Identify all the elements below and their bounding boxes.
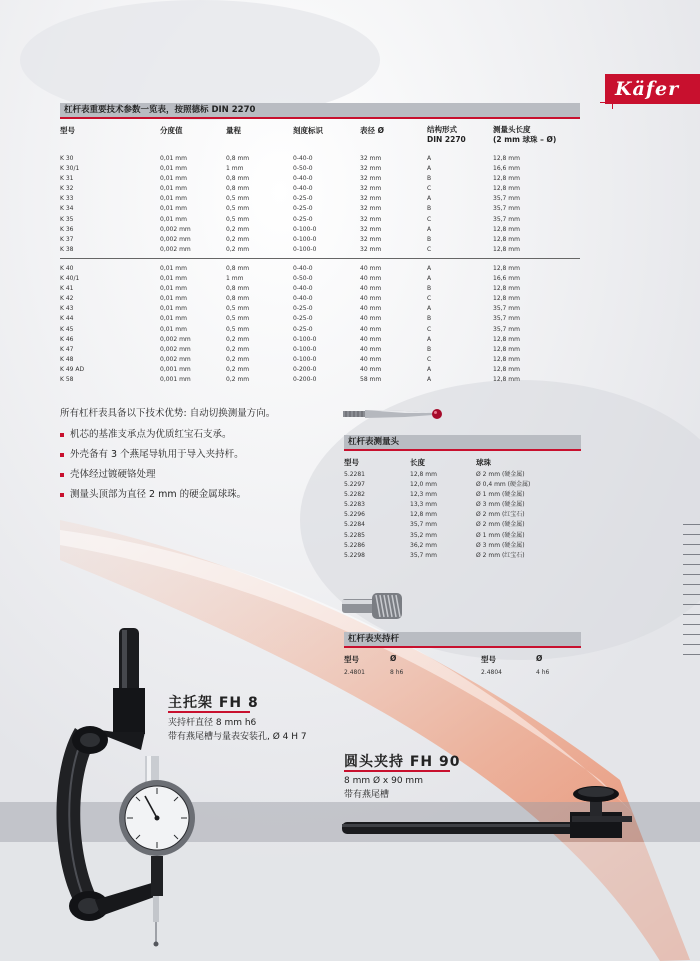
holder-table-title: 杠杆表夹持杆 (344, 632, 581, 648)
table-cell: 5.2285 (344, 531, 365, 539)
table-cell: B (427, 315, 432, 323)
table-cell: 0,002 mm (160, 235, 191, 243)
table-cell: 0,01 mm (160, 295, 187, 303)
table-row (60, 325, 553, 335)
side-mark (683, 624, 700, 625)
table-cell: 0,002 mm (160, 355, 191, 363)
holder-col-header-dia-2: Ø (536, 654, 543, 663)
side-mark (683, 644, 700, 645)
table-cell: 35,7 mm (493, 195, 520, 203)
holder-cell: 4 h6 (536, 669, 550, 676)
table-cell: 0-100-0 (293, 225, 317, 233)
lever-table-group-1 (60, 154, 553, 255)
table-cell: 12,8 mm (493, 175, 520, 183)
table-cell: 35,7 mm (493, 305, 520, 313)
table-cell: 12,8 mm (493, 285, 520, 293)
side-mark (683, 564, 700, 565)
table-row (60, 314, 553, 324)
table-cell: 35,7 mm (493, 215, 520, 223)
table-cell: 32 mm (360, 175, 382, 183)
table-cell: 0,2 mm (226, 245, 250, 253)
table-row (344, 541, 576, 551)
table-cell: 35,2 mm (410, 531, 437, 539)
side-mark (683, 574, 700, 575)
fh90-line-1: 8 mm Ø x 90 mm (344, 776, 423, 786)
table-row (60, 215, 553, 225)
table-cell: 32 mm (360, 195, 382, 203)
side-mark (683, 554, 700, 555)
table-cell: B (427, 235, 432, 243)
table-cell: 16,6 mm (493, 165, 520, 173)
table-cell: 0,01 mm (160, 205, 187, 213)
table-cell: Ø 3 mm (硬金属) (476, 541, 525, 549)
table-cell: K 36 (60, 225, 74, 233)
bullet-icon (60, 473, 64, 477)
table-cell: A (427, 195, 432, 203)
table-cell: 0,2 mm (226, 355, 250, 363)
table-cell: 12,8 mm (410, 511, 437, 519)
side-mark (683, 544, 700, 545)
table-cell: 0,001 mm (160, 365, 191, 373)
table-cell: 0,01 mm (160, 185, 187, 193)
table-cell: 0-40-0 (293, 295, 313, 303)
table-cell: 1 mm (226, 165, 244, 173)
table-cell: Ø 1 mm (硬金属) (476, 491, 525, 499)
table-cell: 0,01 mm (160, 285, 187, 293)
table-cell: K 41 (60, 285, 74, 293)
table-cell: 32 mm (360, 165, 382, 173)
table-cell: 0,01 mm (160, 305, 187, 313)
table-cell: 0,8 mm (226, 295, 250, 303)
table-row (60, 204, 553, 214)
table-cell: Ø 2 mm (硬金属) (476, 521, 525, 529)
table-cell: K 37 (60, 235, 74, 243)
table-cell: B (427, 175, 432, 183)
table-cell: 0-50-0 (293, 275, 313, 283)
table-cell: 12,8 mm (493, 376, 520, 384)
probe-col-header-ball: 球珠 (476, 458, 491, 467)
table-cell: C (427, 245, 432, 253)
table-cell: 0-40-0 (293, 185, 313, 193)
table-cell: C (427, 185, 432, 193)
table-cell: 35,7 mm (410, 551, 437, 559)
table-cell: 12,3 mm (410, 491, 437, 499)
table-cell: 0,2 mm (226, 335, 250, 343)
col-header-structure: 结构形式 DIN 2270 (427, 125, 466, 144)
bullet-icon (60, 433, 64, 437)
table-cell: 32 mm (360, 235, 382, 243)
table-cell: 0,8 mm (226, 175, 250, 183)
table-row (60, 345, 553, 355)
table-cell: 32 mm (360, 185, 382, 193)
table-row (60, 264, 553, 274)
table-cell: K 43 (60, 305, 74, 313)
table-cell: 0,01 mm (160, 265, 187, 272)
table-cell: C (427, 355, 432, 363)
table-cell: 0,5 mm (226, 215, 250, 223)
table-cell: C (427, 215, 432, 223)
table-cell: 12,8 mm (493, 235, 520, 243)
table-cell: 0-40-0 (293, 155, 313, 162)
side-mark (683, 654, 700, 655)
table-cell: A (427, 365, 432, 373)
table-cell: K 44 (60, 315, 74, 323)
table-row (344, 520, 576, 530)
fh8-title: 主托架 FH 8 (168, 695, 259, 711)
col-header-scale: 刻度标识 (293, 126, 323, 135)
holder-col-header-model-1: 型号 (344, 655, 359, 664)
table-cell: 0,01 mm (160, 155, 187, 162)
table-cell: K 48 (60, 355, 74, 363)
table-cell: 32 mm (360, 205, 382, 213)
table-cell: 12,8 mm (493, 185, 520, 193)
table-cell: 0,5 mm (226, 205, 250, 213)
table-cell: 12,8 mm (493, 365, 520, 373)
table-row (60, 225, 553, 235)
table-cell: 0,2 mm (226, 235, 250, 243)
table-cell: Ø 2 mm (硬金属) (476, 471, 525, 478)
table-row (344, 470, 576, 480)
table-cell: A (427, 376, 432, 384)
side-mark (683, 634, 700, 635)
table-cell: 0-25-0 (293, 305, 313, 313)
table-cell: K 49 AD (60, 365, 85, 373)
table-cell: 0-25-0 (293, 205, 313, 213)
table-cell: 40 mm (360, 355, 382, 363)
table-cell: 0,5 mm (226, 315, 250, 323)
probe-image (343, 403, 445, 425)
table-cell: 0-25-0 (293, 215, 313, 223)
table-cell: 5.2283 (344, 501, 365, 509)
table-cell: 12,8 mm (493, 295, 520, 303)
table-cell: 5.2284 (344, 521, 365, 529)
advantage-item: 外壳备有 3 个燕尾导轨用于导入夹持杆。 (60, 445, 244, 465)
brand-logo: Käfer (605, 74, 700, 104)
side-mark (683, 584, 700, 585)
table-cell: 0,5 mm (226, 325, 250, 333)
table-cell: 0-100-0 (293, 345, 317, 353)
table-row (60, 164, 553, 174)
table-cell: K 33 (60, 195, 74, 203)
table-cell: K 47 (60, 345, 74, 353)
table-cell: 40 mm (360, 285, 382, 293)
probe-table (344, 470, 576, 561)
table-cell: 0-40-0 (293, 285, 313, 293)
table-row (60, 245, 553, 255)
table-cell: 12,8 mm (493, 155, 520, 162)
col-header-range: 量程 (226, 126, 241, 135)
table-cell: 32 mm (360, 245, 382, 253)
table-cell: 32 mm (360, 225, 382, 233)
table-row (60, 184, 553, 194)
table-cell: 12,0 mm (410, 481, 437, 489)
table-cell: 0-40-0 (293, 265, 313, 272)
table-cell: K 30 (60, 155, 74, 162)
table-row (60, 304, 553, 314)
fh8-line-1: 夹持杆直径 8 mm h6 (168, 718, 257, 728)
table-row (344, 510, 576, 520)
holder-col-header-model-2: 型号 (481, 655, 496, 664)
table-cell: 0-50-0 (293, 165, 313, 173)
table-row (60, 294, 553, 304)
table-cell: 5.2282 (344, 491, 365, 499)
table-cell: K 38 (60, 245, 74, 253)
table-cell: 0,01 mm (160, 275, 187, 283)
advantages-intro: 所有杠杆表具备以下技术优势: 自动切换测量方向。 (60, 408, 276, 419)
table-cell: Ø 3 mm (硬金属) (476, 501, 525, 509)
table-cell: K 58 (60, 376, 74, 384)
table-cell: K 42 (60, 295, 74, 303)
holder-cell: 8 h6 (390, 669, 404, 676)
table-cell: 12,8 mm (493, 345, 520, 353)
table-row (344, 500, 576, 510)
table-cell: A (427, 265, 432, 272)
fh90-line-2: 带有燕尾槽 (344, 790, 390, 800)
table-cell: 0-100-0 (293, 335, 317, 343)
table-cell: 35,7 mm (493, 325, 520, 333)
table-cell: K 31 (60, 175, 74, 183)
probe-col-header-length: 长度 (410, 458, 425, 467)
table-cell: 12,8 mm (493, 225, 520, 233)
table-cell: 0,01 mm (160, 215, 187, 223)
table-cell: 0,01 mm (160, 195, 187, 203)
logo-tick (612, 91, 613, 109)
table-cell: 0,8 mm (226, 185, 250, 193)
table-row (344, 551, 576, 561)
table-cell: 1 mm (226, 275, 244, 283)
table-cell: Ø 0,4 mm (硬金属) (476, 481, 531, 489)
table-cell: 0-25-0 (293, 325, 313, 333)
table-cell: 5.2281 (344, 471, 365, 478)
table-row (344, 531, 576, 541)
table-cell: A (427, 335, 432, 343)
table-cell: 5.2297 (344, 481, 365, 489)
table-cell: 40 mm (360, 325, 382, 333)
table-cell: 58 mm (360, 376, 382, 384)
logo-rule (600, 102, 700, 103)
table-cell: C (427, 295, 432, 303)
table-cell: 13,3 mm (410, 501, 437, 509)
bullet-icon (60, 493, 64, 497)
holder-col-header-dia-1: Ø (390, 654, 397, 663)
table-cell: 35,7 mm (493, 205, 520, 213)
table-cell: 0-100-0 (293, 235, 317, 243)
table-cell: 0,002 mm (160, 335, 191, 343)
table-cell: K 35 (60, 215, 74, 223)
probe-col-header-model: 型号 (344, 458, 359, 467)
table-cell: 40 mm (360, 305, 382, 313)
table-cell: 12,8 mm (493, 265, 520, 272)
table-cell: 0-25-0 (293, 315, 313, 323)
table-cell: 40 mm (360, 365, 382, 373)
table-cell: 0,2 mm (226, 225, 250, 233)
table-cell: 0,2 mm (226, 345, 250, 353)
table-row (60, 194, 553, 204)
table-cell: 0,01 mm (160, 175, 187, 183)
table-cell: 0,01 mm (160, 315, 187, 323)
table-cell: 0,8 mm (226, 155, 250, 162)
table-cell: K 45 (60, 325, 74, 333)
table-cell: 32 mm (360, 155, 382, 162)
fh8-line-2: 带有燕尾槽与量表安装孔, Ø 4 H 7 (168, 732, 307, 742)
table-row (60, 235, 553, 245)
side-mark (683, 604, 700, 605)
col-header-diameter: 表径 Ø (360, 126, 384, 135)
table-cell: K 34 (60, 205, 74, 213)
side-mark (683, 594, 700, 595)
table-cell: 40 mm (360, 345, 382, 353)
table-cell: K 32 (60, 185, 74, 193)
table-cell: 0-40-0 (293, 175, 313, 183)
table-cell: 0,002 mm (160, 245, 191, 253)
table-row (344, 490, 576, 500)
table-cell: 40 mm (360, 265, 382, 272)
advantage-item: 机芯的基准支承点为优质红宝石支承。 (60, 425, 232, 445)
table-cell: 0,002 mm (160, 345, 191, 353)
table-cell: 5.2296 (344, 511, 365, 519)
table-cell: C (427, 325, 432, 333)
holder-cell: 2.4801 (344, 669, 365, 676)
table-cell: Ø 2 mm (红宝石) (476, 511, 525, 519)
table-cell: 0-100-0 (293, 355, 317, 363)
table-cell: 12,8 mm (410, 471, 437, 478)
table-cell: A (427, 275, 432, 283)
table-cell: 0,5 mm (226, 195, 250, 203)
table-cell: 0-100-0 (293, 245, 317, 253)
table-cell: A (427, 155, 432, 162)
table-cell: K 46 (60, 335, 74, 343)
fh8-holder-image (45, 620, 225, 955)
col-header-probe-length: 测量头长度 (2 mm 球珠 – Ø) (493, 125, 557, 144)
table-cell: 40 mm (360, 315, 382, 323)
table-cell: B (427, 285, 432, 293)
table-cell: 12,8 mm (493, 355, 520, 363)
table-cell: 5.2298 (344, 551, 365, 559)
table-cell: A (427, 305, 432, 313)
fh90-title: 圆头夹持 FH 90 (344, 754, 461, 770)
holder-cell: 2.4804 (481, 669, 502, 676)
table-row (60, 154, 553, 164)
table-cell: 35,7 mm (493, 315, 520, 323)
table-cell: 0,002 mm (160, 225, 191, 233)
table-cell: B (427, 205, 432, 213)
probe-table-title: 杠杆表测量头 (344, 435, 581, 451)
table-cell: 0,5 mm (226, 305, 250, 313)
table-row (60, 365, 553, 375)
table-cell: 32 mm (360, 215, 382, 223)
table-row (60, 284, 553, 294)
table-cell: Ø 1 mm (硬金属) (476, 531, 525, 539)
lever-table-group-2 (60, 264, 553, 385)
table-row (60, 174, 553, 184)
lever-table-title: 杠杆表重要技术参数一览表，按照德标 DIN 2270 (60, 103, 580, 119)
table-cell: 40 mm (360, 335, 382, 343)
table-row (344, 480, 576, 490)
table-cell: 0,001 mm (160, 376, 191, 384)
table-row (60, 274, 553, 284)
fh90-holder-image (340, 786, 640, 846)
table-cell: 35,7 mm (410, 521, 437, 529)
table-cell: K 40/1 (60, 275, 80, 283)
table-separator (60, 258, 580, 259)
side-mark (683, 534, 700, 535)
table-cell: 0-200-0 (293, 376, 317, 384)
col-header-model: 型号 (60, 126, 75, 135)
table-cell: K 40 (60, 265, 74, 272)
table-cell: 12,8 mm (493, 245, 520, 253)
table-cell: K 30/1 (60, 165, 80, 173)
table-cell: 0-25-0 (293, 195, 313, 203)
advantage-item: 测量头顶部为直径 2 mm 的硬金属球珠。 (60, 485, 246, 505)
table-cell: 5.2286 (344, 541, 365, 549)
table-cell: B (427, 345, 432, 353)
table-cell: 40 mm (360, 275, 382, 283)
table-cell: 0,01 mm (160, 165, 187, 173)
bullet-icon (60, 453, 64, 457)
table-cell: 0-200-0 (293, 365, 317, 373)
table-row (60, 335, 553, 345)
table-cell: 0,8 mm (226, 265, 250, 272)
table-cell: 0,2 mm (226, 376, 250, 384)
fh90-title-underline (344, 770, 450, 772)
table-cell: 12,8 mm (493, 335, 520, 343)
col-header-division: 分度值 (160, 126, 183, 135)
table-cell: 0,8 mm (226, 285, 250, 293)
table-row (60, 355, 553, 365)
table-cell: A (427, 165, 432, 173)
table-cell: 0,2 mm (226, 365, 250, 373)
side-mark (683, 614, 700, 615)
table-cell: A (427, 225, 432, 233)
side-mark (683, 524, 700, 525)
table-cell: 40 mm (360, 295, 382, 303)
table-cell: Ø 2 mm (红宝石) (476, 551, 525, 559)
table-row (60, 375, 553, 385)
table-cell: 36,2 mm (410, 541, 437, 549)
table-cell: 0,01 mm (160, 325, 187, 333)
advantage-item: 壳体经过镀硬铬处理 (60, 465, 156, 485)
table-cell: 16,6 mm (493, 275, 520, 283)
holder-rod-image (342, 590, 406, 622)
